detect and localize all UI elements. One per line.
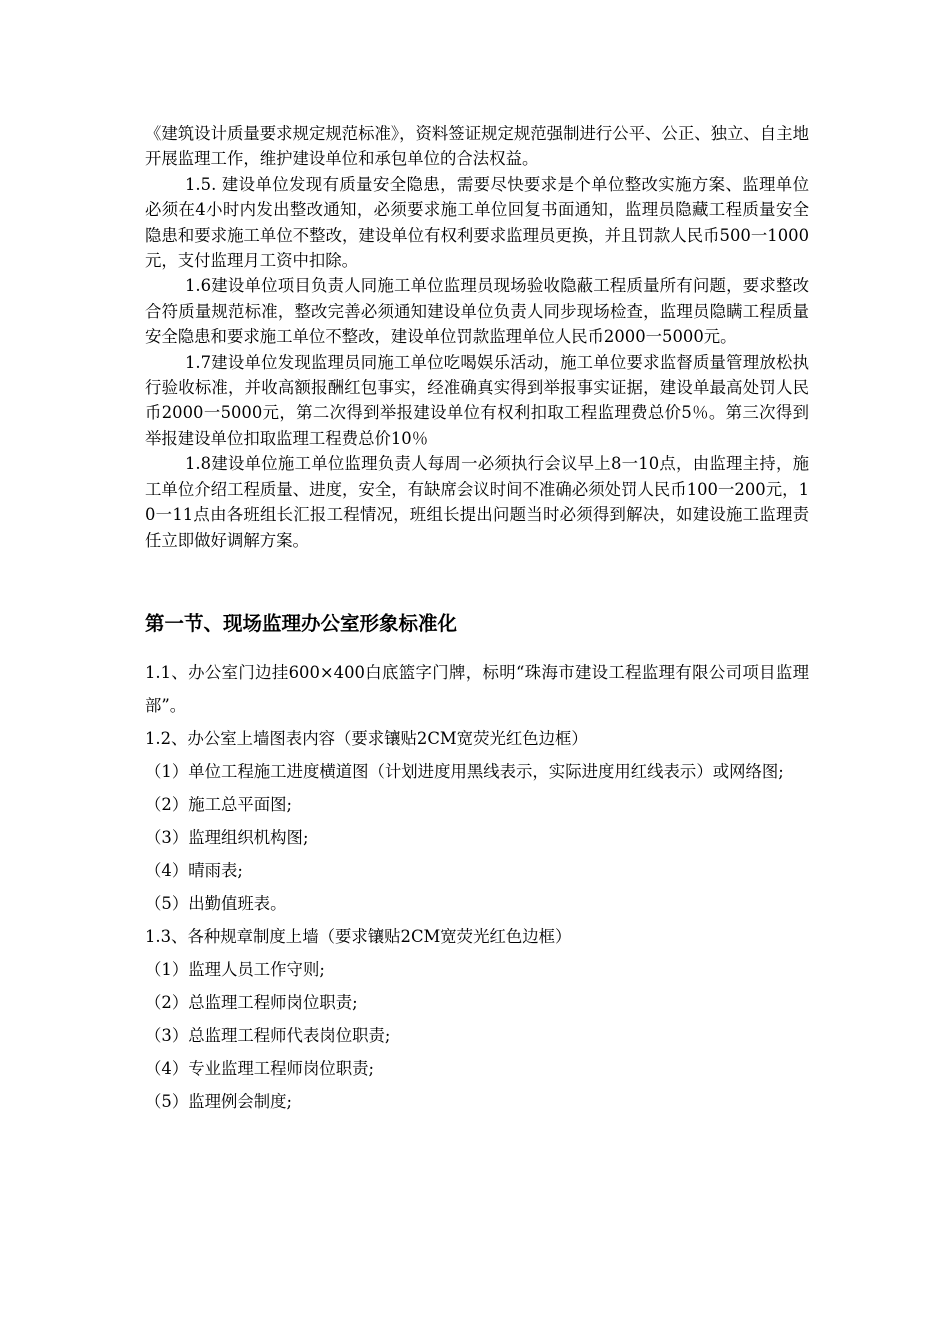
list-line: （1）监理人员工作守则; xyxy=(145,960,325,979)
list-line: 1.3、各种规章制度上墙（要求镶贴2CM宽荧光红色边框） xyxy=(145,927,572,946)
paragraph-1-7: 1.7建设单位发现监理员同施工单位吃喝娱乐活动，施工单位要求监督质量管理放松执行验收标准，并收高额报酬红包事实，经准确真实得到举报事实证据，建设单最高处罚人民币2000一5000元，第二次得到举报建设单位有权利扣取工程监理费总价5％。第三次得到举报建设单位扣取监理工程费总价10％ xyxy=(145,352,809,448)
paragraph-intro: 《建筑设计质量要求规定规范标准》，资料签证规定规范强制进行公平、公正、独立、自主地开展监理工作，维护建设单位和承包单位的合法权益。 xyxy=(145,124,809,169)
list-line: 1.2、办公室上墙图表内容（要求镶贴2CM宽荧光红色边框） xyxy=(145,729,588,748)
list-line: （5）监理例会制度; xyxy=(145,1092,293,1111)
list-line: （2）施工总平面图; xyxy=(145,795,293,814)
paragraph-1-8: 1.8建设单位施工单位监理负责人每周一必须执行会议早上8一10点，由监理主持，施工单位介绍工程质量、进度，安全，有缺席会议时间不准确必须处罚人民币100一200元，10一11点由各班组长汇报工程情况，班组长提出问题当时必须得到解决，如建设施工监理责任立即做好调解方案。 xyxy=(145,454,809,550)
list-line: （4）晴雨表; xyxy=(145,861,243,880)
paragraph-1-5: 1.5. 建设单位发现有质量安全隐患，需要尽快要求是个单位整改实施方案、监理单位必须在4小时内发出整改通知，必须要求施工单位回复书面通知，监理员隐藏工程质量安全隐患和要求施工单位不整改，建设单位有权利要求监理员更换，并且罚款人民币500一1000元，支付监理月工资中扣除。 xyxy=(145,174,809,271)
office-standards-list xyxy=(145,656,809,1118)
list-line: （1）单位工程施工进度横道图（计划进度用黑线表示，实际进度用红线表示）或网络图; xyxy=(145,762,784,781)
paragraph-1-6: 1.6建设单位项目负责人同施工单位监理员现场验收隐蔽工程质量所有问题，要求整改合符质量规范标准，整改完善必须通知建设单位负责人同步现场检查，监理员隐瞒工程质量安全隐患和要求施工单位不整改，建设单位罚款监理单位人民币2000一5000元。 xyxy=(145,276,809,347)
list-line: （4）专业监理工程师岗位职责; xyxy=(145,1059,375,1078)
list-line: （2）总监理工程师岗位职责; xyxy=(145,993,358,1012)
list-line: （3）总监理工程师代表岗位职责; xyxy=(145,1026,391,1045)
list-line: 1.1、办公室门边挂600×400白底篮字门牌，标明“珠海市建设工程监理有限公司项目监理部”。 xyxy=(145,663,809,715)
body-text xyxy=(145,121,809,553)
list-line: （3）监理组织机构图; xyxy=(145,828,309,847)
section-title: 第一节、现场监理办公室形象标准化 xyxy=(145,612,458,635)
list-line: （5）出勤值班表。 xyxy=(145,894,287,913)
